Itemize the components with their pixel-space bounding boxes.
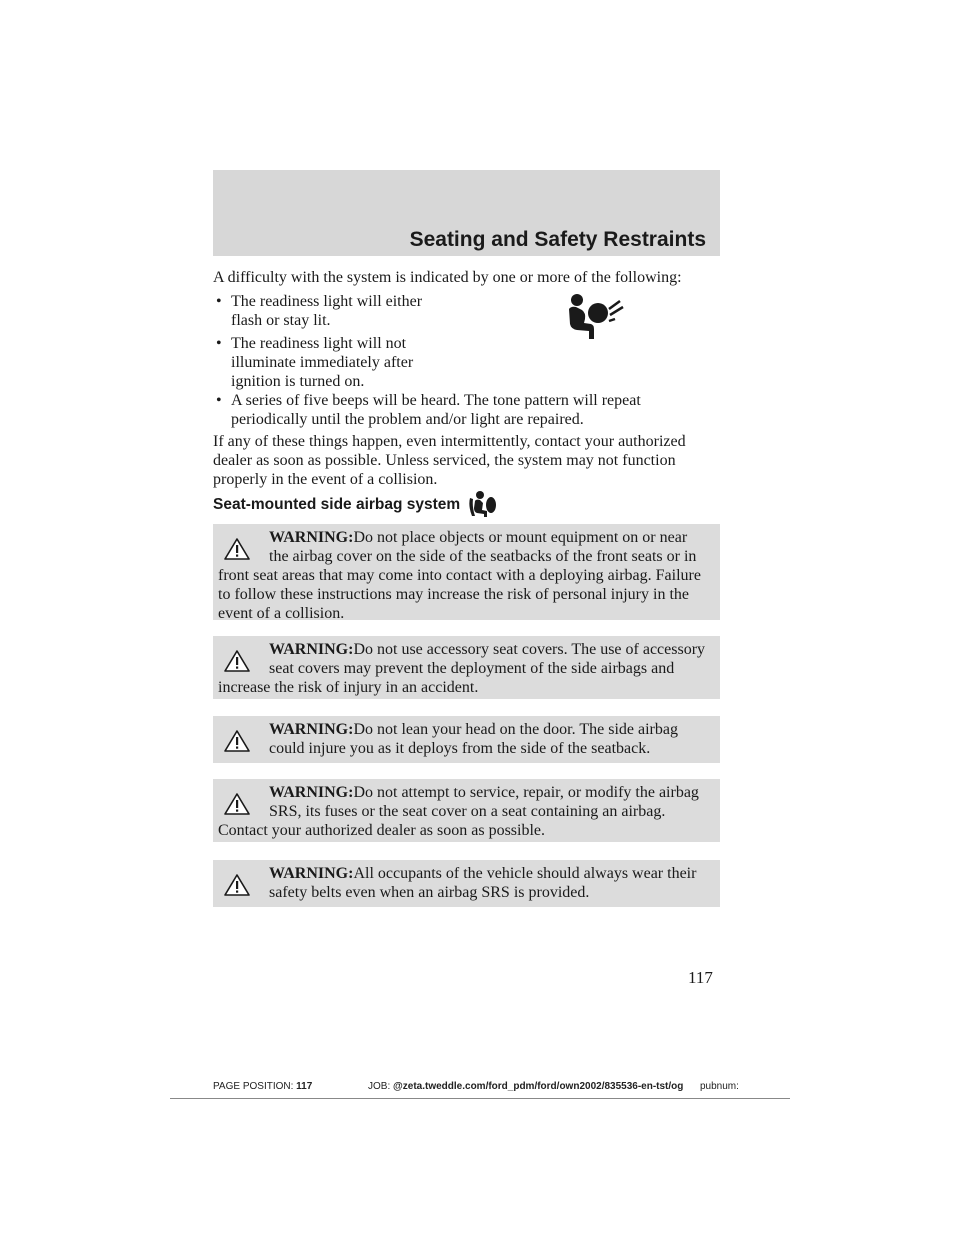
- footer-pubnum: [700, 1081, 739, 1092]
- bullet-marker: •: [216, 293, 222, 310]
- warning-text: Do not use accessory seat covers. The use of accessory seat covers may prevent the deployment of the side airbags and increase the risk of injury in an accident.: [218, 641, 706, 696]
- footer-position-label: PAGE POSITION:: [213, 1081, 294, 1092]
- footer-pubnum-label: pubnum:: [700, 1081, 739, 1092]
- list-item-text: The readiness light will either flash or stay lit.: [231, 293, 423, 329]
- warning-text: All occupants of the vehicle should always wear their safety belts even when an airbag SRS is provided.: [269, 865, 697, 901]
- warning-label: WARNING:: [269, 721, 354, 738]
- warning-label: WARNING:: [269, 641, 354, 658]
- section-heading: Seat-mounted side airbag system: [213, 496, 461, 513]
- warning-box: [213, 636, 720, 699]
- warning-triangle-icon: [224, 873, 250, 897]
- side-airbag-seat-icon: [467, 490, 497, 518]
- warning-triangle-icon: [224, 537, 250, 561]
- warning-box: [213, 860, 720, 907]
- footer-job-label: JOB:: [368, 1081, 391, 1092]
- warning-box: [213, 779, 720, 842]
- list-item-text: The readiness light will not illuminate immediately after ignition is turned on.: [231, 335, 414, 390]
- footer-job-value: @zeta.tweddle.com/ford_pdm/ford/own2002/835536-en-tst/og: [393, 1081, 684, 1092]
- warning-label: WARNING:: [269, 529, 354, 546]
- page-title: Seating and Safety Restraints: [409, 228, 706, 251]
- footer-rule: [170, 1098, 790, 1099]
- warning-label: WARNING:: [269, 784, 354, 801]
- intro-text: A difficulty with the system is indicated by one or more of the following:: [213, 269, 682, 286]
- warning-triangle-icon: [224, 792, 250, 816]
- warning-text: Do not place objects or mount equipment on or near the airbag cover on the side of the seatbacks of the front seats or in front seat areas that may come into contact with a deploying airbag. Failure to follow these instructions may increase the risk of personal injury in the event of a collision.: [218, 529, 701, 622]
- warning-text: Do not attempt to service, repair, or modify the airbag SRS, its fuses or the seat cover on a seat containing an airbag. Contact your authorized dealer as soon as possible.: [218, 784, 699, 839]
- header-band: [213, 170, 720, 256]
- warning-box: [213, 524, 720, 620]
- footer-job: [368, 1081, 683, 1092]
- bullet-marker: •: [216, 392, 222, 409]
- bullet-marker: •: [216, 335, 222, 352]
- page-number: 117: [688, 968, 713, 987]
- airbag-indicator-icon: [565, 293, 625, 341]
- warning-triangle-icon: [224, 649, 250, 673]
- warning-label: WARNING:: [269, 865, 354, 882]
- body-paragraph: If any of these things happen, even intermittently, contact your authorized dealer as soon as possible. Unless serviced, the system may not function properly in the event of a collision.: [213, 433, 686, 488]
- footer-position-value: 117: [296, 1081, 313, 1092]
- list-item-text: A series of five beeps will be heard. The tone pattern will repeat periodically until the problem and/or light are repaired.: [231, 392, 641, 428]
- footer-page-position: [213, 1081, 312, 1092]
- warning-text: Do not lean your head on the door. The side airbag could injure you as it deploys from the side of the seatback.: [269, 721, 678, 757]
- warning-triangle-icon: [224, 729, 250, 753]
- warning-box: [213, 716, 720, 763]
